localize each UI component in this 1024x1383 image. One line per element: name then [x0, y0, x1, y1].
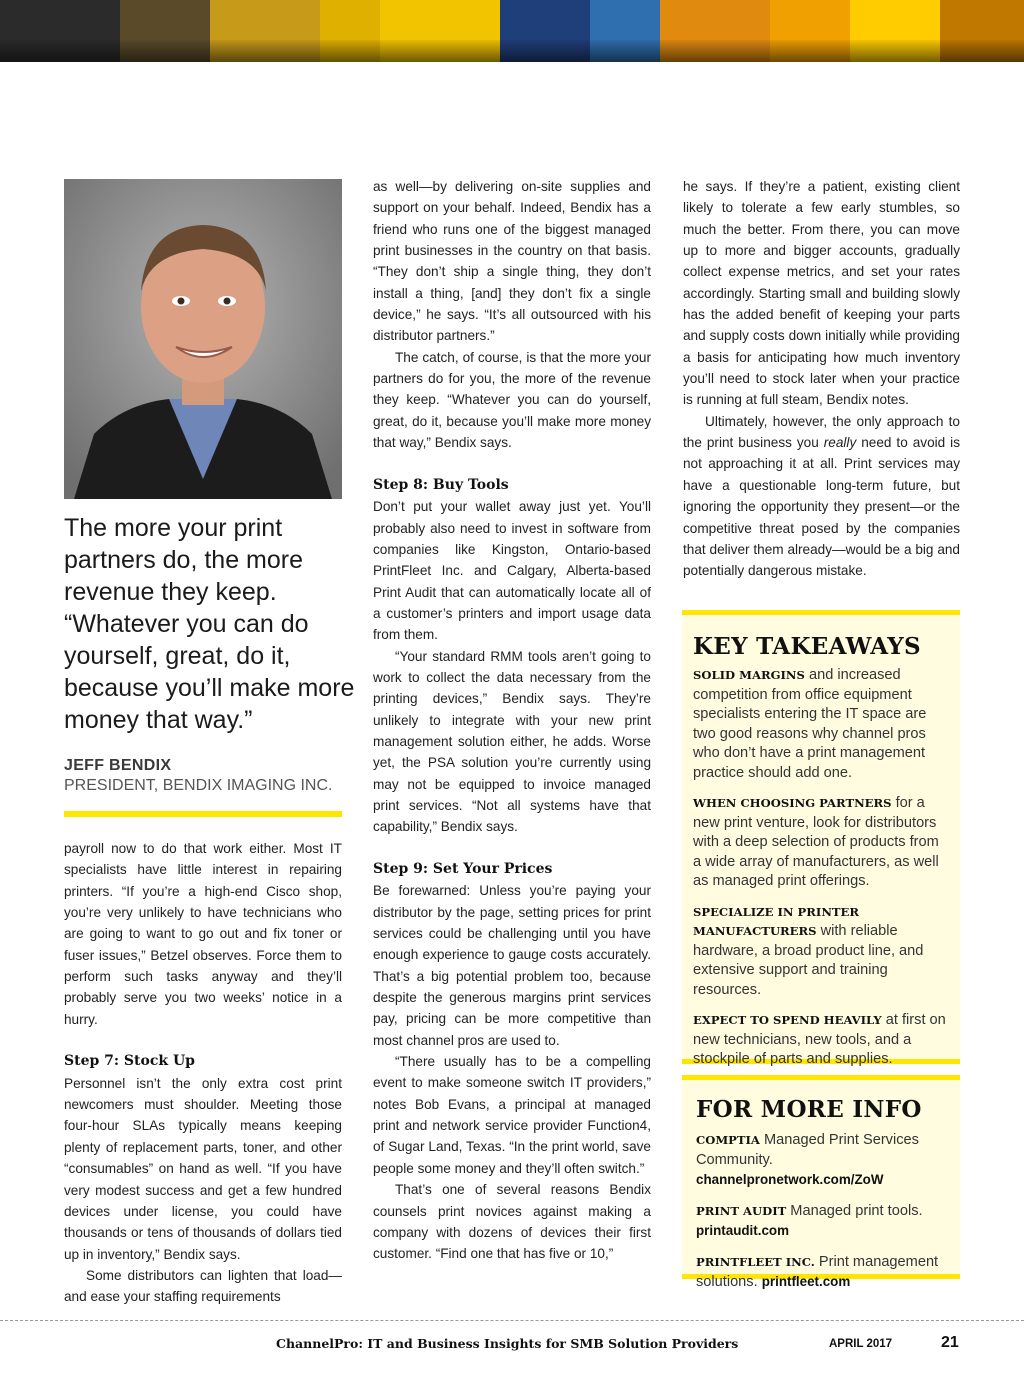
paragraph: as well—by delivering on-site supplies and support on your behalf. Indeed, Bendix has a friend who runs one of the biggest managed print businesses in the country on that basis. “They don’t ship a single thing, they don’t install a thing, [and] they don’t fix a single device,” he says. “It’s all outsourced with his distributor partners.” — [373, 179, 651, 344]
takeaway-item — [693, 1011, 950, 1070]
more-info-item — [696, 1202, 950, 1242]
paragraph: Some distributors can lighten that load—and ease your staffing requirements — [64, 1267, 342, 1305]
page-number: 21 — [941, 1334, 959, 1351]
subhead-step-9: Step 9: Set Your Prices — [373, 861, 553, 877]
paragraph: he says. If they’re a patient, existing client likely to tolerate a few early stumbles, so much the better. From there, you can move up to more and bigger accounts, gradually collect expense metrics, and set your rates accordingly. Starting small and building slowly has the added benefit of keeping your parts and supply costs down initially while providing a basis for anticipating how much inventory you’ll need to stock later when your practice is running at full steam, Bendix notes. — [683, 179, 960, 408]
more-info-lead: PRINTFLEET INC. — [696, 1254, 815, 1269]
more-info-text: Print management solutions. — [696, 1253, 939, 1290]
paragraph: The catch, of course, is that the more your partners do for you, the more of the revenue they keep. “Whatever you can do yourself, great, do it, because you’ll make more money that way,” Bendix says. — [373, 349, 651, 451]
takeaway-lead: WHEN CHOOSING PARTNERS — [693, 796, 892, 810]
paragraph: That’s one of several reasons Bendix counsels print novices against making a company with dozens of devices their first customer. “Find one that has five or 10,” — [373, 1182, 651, 1262]
paragraph: Personnel isn’t the only extra cost print newcomers must shoulder. Meeting those four-hour SLAs typically means keeping plenty of replacement parts, toner, and other “consumables” on hand as well. “If you have very modest success and get a few hundred devices under license, you could have thousands or tens of thousands of dollars tied up in inventory,” Bendix says. — [64, 1075, 342, 1262]
takeaway-text: with reliable hardware, a broad product line, and extensive support and training resources. — [693, 923, 924, 998]
key-takeaways-title: KEY TAKEAWAYS — [693, 633, 921, 660]
takeaway-text: at first on new technicians, new tools, and a stockpile of parts and supplies. — [693, 1012, 946, 1067]
takeaway-lead: SOLID MARGINS — [693, 668, 805, 682]
more-info-link[interactable]: printaudit.com — [696, 1223, 789, 1238]
paragraph: Be forewarned: Unless you’re paying your distributor by the page, setting prices for print services could be challenging until you have enough experience to gauge costs accurately. That’s a big potential problem too, because despite the generous margins print services pay, pricing can be more competitive than most channel pros are used to. — [373, 883, 651, 1048]
more-info-item — [696, 1253, 950, 1293]
takeaway-lead: SPECIALIZE IN PRINTER MANUFACTURERS — [693, 904, 860, 938]
footer-publication: ChannelPro: IT and Business Insights for SMB Solution Providers — [276, 1336, 739, 1351]
more-info-text: Managed Print Services Community. — [696, 1132, 919, 1168]
text-span: Ultimately, however, the only approach to the print business you — [683, 413, 960, 451]
more-info-item — [696, 1131, 950, 1191]
paragraph: Don’t put your wallet away just yet. You’ll probably also need to invest in software from companies like Kingston, Ontario-based PrintFleet Inc. and Calgary, Alberta-based Print Audit that can automatically locate all of a customer’s printers and import usage data from them. — [373, 499, 651, 643]
subhead-step-7: Step 7: Stock Up — [64, 1053, 195, 1070]
takeaway-item — [693, 903, 950, 1001]
pull-quote-name: JEFF BENDIX — [64, 757, 172, 774]
more-info-lead: PRINT AUDIT — [696, 1203, 787, 1218]
jeff-bendix-photo — [64, 179, 342, 499]
emphasis: really — [823, 435, 857, 451]
paragraph: “Your standard RMM tools aren’t going to work to collect the data necessary from the printing devices,” Bendix says. They’re unlikely to integrate with your new print management solution either, he adds. Worse yet, the PSA solution you’re currently using may not be equipped to invoice managed print services. “Not all systems have that capability,” Bendix says. — [373, 648, 651, 835]
takeaway-item — [693, 794, 950, 892]
more-info-link[interactable]: printfleet.com — [761, 1274, 851, 1289]
takeaway-item — [693, 666, 950, 783]
paragraph: “There usually has to be a compelling event to make someone switch IT providers,” notes Bob Evans, a principal at managed print and network service provider Function4, of Sugar Land, Texas. “In the print world, save people some money and they’ll often switch.” — [373, 1054, 651, 1176]
key-takeaways-box — [682, 610, 960, 1067]
takeaway-text: for a new print venture, look for distributors with a deep selection of products from a wide array of manufacturers, as well as managed print offerings. — [693, 795, 939, 889]
takeaway-lead: EXPECT TO SPEND HEAVILY — [693, 1013, 882, 1027]
takeaway-text: and increased competition from office equipment specialists entering the IT space are two good reasons why channel pros who don’t have a print management practice should add one. — [693, 667, 927, 781]
more-info-text: Managed print tools. — [786, 1202, 923, 1219]
pull-quote-rule — [64, 811, 342, 817]
more-info-box — [682, 1075, 960, 1290]
pull-quote: The more your print partners do, the more revenue they keep. “Whatever you can do yourself, great, do it, because you’ll make more money that way.” — [64, 514, 355, 734]
footer-date: APRIL 2017 — [829, 1338, 893, 1350]
paragraph: payroll now to do that work either. Most IT specialists have little interest in repairing printers. “If you’re a high-end Cisco shop, you’re very unlikely to have technicians who are going to want to go out and fix toner or fuser issues,” Betzel observes. Force them to perform such tasks anyway and they’ll probably serve you two weeks’ notice in a hurry. — [64, 841, 342, 1027]
subhead-step-8: Step 8: Buy Tools — [373, 476, 509, 493]
text-span: need to avoid is not approaching it at all. Print services may have a questionable long-term future, but ignoring the opportunity they present—or the competitive threat posed by the companies that deliver them already—would be a big and potentially dangerous mistake. — [683, 435, 960, 579]
more-info-title: FOR MORE INFO — [696, 1096, 922, 1123]
header-banner — [0, 0, 1024, 62]
more-info-lead: COMPTIA — [696, 1133, 760, 1147]
article-column-3 — [683, 176, 960, 582]
article-column-2 — [373, 176, 651, 1265]
pull-quote-title: PRESIDENT, BENDIX IMAGING INC. — [64, 777, 333, 794]
paragraph — [683, 411, 960, 582]
article-column-1 — [64, 838, 342, 1308]
more-info-link[interactable]: channelpronetwork.com/ZoW — [696, 1172, 884, 1187]
footer-rule — [0, 1320, 1024, 1321]
